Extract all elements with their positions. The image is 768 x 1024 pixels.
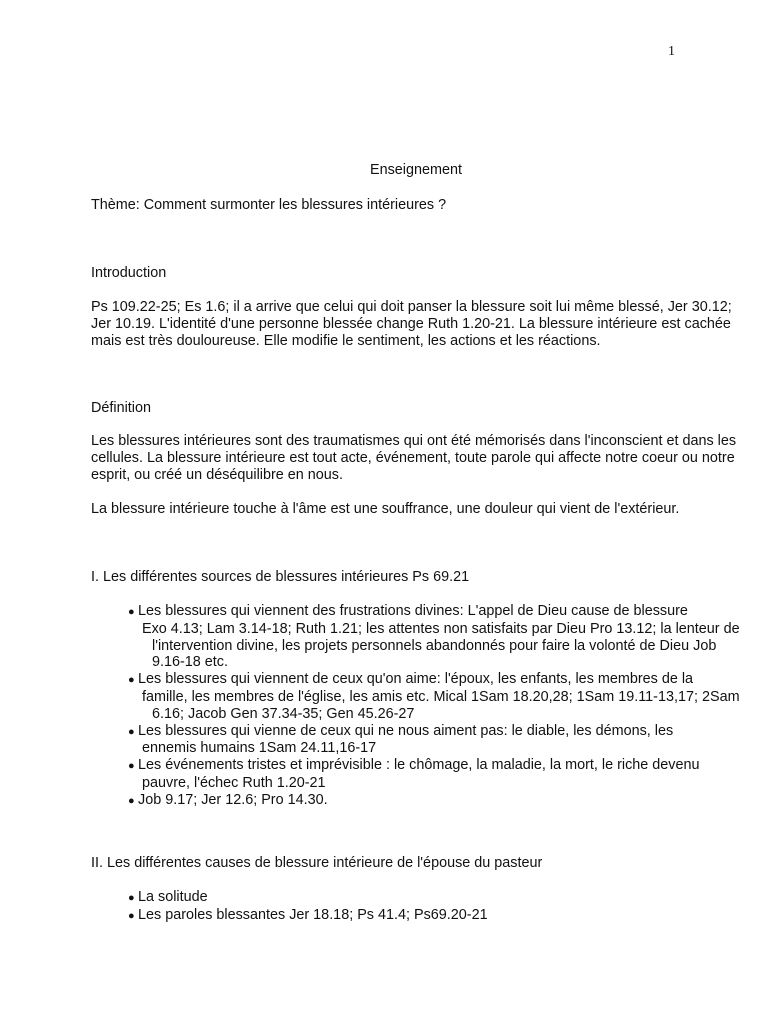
list-item-continuation: pauvre, l'échec Ruth 1.20-21 <box>142 774 326 791</box>
list-item-continuation: famille, les membres de l'église, les amis etc. Mical 1Sam 18.20,28; 1Sam 19.11-13,17; 2Sam 6.16; Jacob Gen 37.34-35; Gen 45.26-27 <box>142 688 740 722</box>
definition-heading: Définition <box>91 400 151 416</box>
list-item-text: La solitude <box>138 889 208 905</box>
list-item <box>128 907 752 925</box>
page-number: 1 <box>668 44 675 59</box>
list-item <box>128 889 752 907</box>
list-item <box>128 603 752 671</box>
bullet-icon: ● <box>128 892 135 904</box>
section-1-list <box>128 603 752 810</box>
list-item-text: Les paroles blessantes Jer 18.18; Ps 41.4; Ps69.20-21 <box>138 906 488 923</box>
section-2-heading: II. Les différentes causes de blessure intérieure de l'épouse du pasteur <box>91 855 543 871</box>
document-title: Enseignement <box>370 162 463 178</box>
list-item-continuation: Exo 4.13; Lam 3.14-18; Ruth 1.21; les attentes non satisfaits par Dieu Pro 13.12; la lenteur de l'intervention divine, les projets personnels abandonnés pour faire la volonté de Dieu Job 9.16-18 etc. <box>142 620 740 671</box>
bullet-icon: ● <box>128 606 135 618</box>
list-item <box>128 757 752 792</box>
list-item-first-line: Les blessures qui viennent de ceux qu'on aime: l'époux, les enfants, les membres de la <box>138 671 694 688</box>
list-item <box>128 671 752 722</box>
definition-paragraph-2: La blessure intérieure touche à l'âme est une souffrance, une douleur qui vient de l'extérieur. <box>91 501 680 517</box>
section-1-heading: I. Les différentes sources de blessures intérieures Ps 69.21 <box>91 569 470 585</box>
bullet-icon: ● <box>128 794 135 807</box>
bullet-icon: ● <box>128 725 135 738</box>
bullet-icon: ● <box>128 760 135 773</box>
list-item-first-line: Job 9.17; Jer 12.6; Pro 14.30. <box>138 791 328 808</box>
introduction-paragraph: Ps 109.22-25; Es 1.6; il a arrive que celui qui doit panser la blessure soit lui même blessé, Jer 30.12; Jer 10.19. L'identité d'une personne blessée change Ruth 1.20-21. La blessure intérieure est cachée mais est très douloureuse. Elle modifie le sentiment, les actions et les réactions. <box>91 299 732 349</box>
definition-paragraph-1: Les blessures intérieures sont des traumatismes qui ont été mémorisés dans l'inconscient et dans les cellules. La blessure intérieure est tout acte, événement, toute parole qui affecte notre coeur ou notre esprit, ou créé un déséquilibre en nous. <box>91 433 737 483</box>
section-2-list <box>128 889 752 925</box>
list-item <box>128 723 752 758</box>
bullet-icon: ● <box>128 674 135 687</box>
list-item-first-line: Les blessures qui viennent des frustrations divines: L'appel de Dieu cause de blessure <box>138 603 688 619</box>
list-item <box>128 792 752 810</box>
list-item-first-line: Les événements tristes et imprévisible : le chômage, la maladie, la mort, le riche devenu <box>138 757 700 774</box>
list-item-continuation: ennemis humains 1Sam 24.11,16-17 <box>142 740 377 757</box>
introduction-heading: Introduction <box>91 265 167 281</box>
theme-line: Thème: Comment surmonter les blessures intérieures ? <box>91 197 447 213</box>
list-item-first-line: Les blessures qui vienne de ceux qui ne nous aiment pas: le diable, les démons, les <box>138 722 674 739</box>
bullet-icon: ● <box>128 909 135 922</box>
